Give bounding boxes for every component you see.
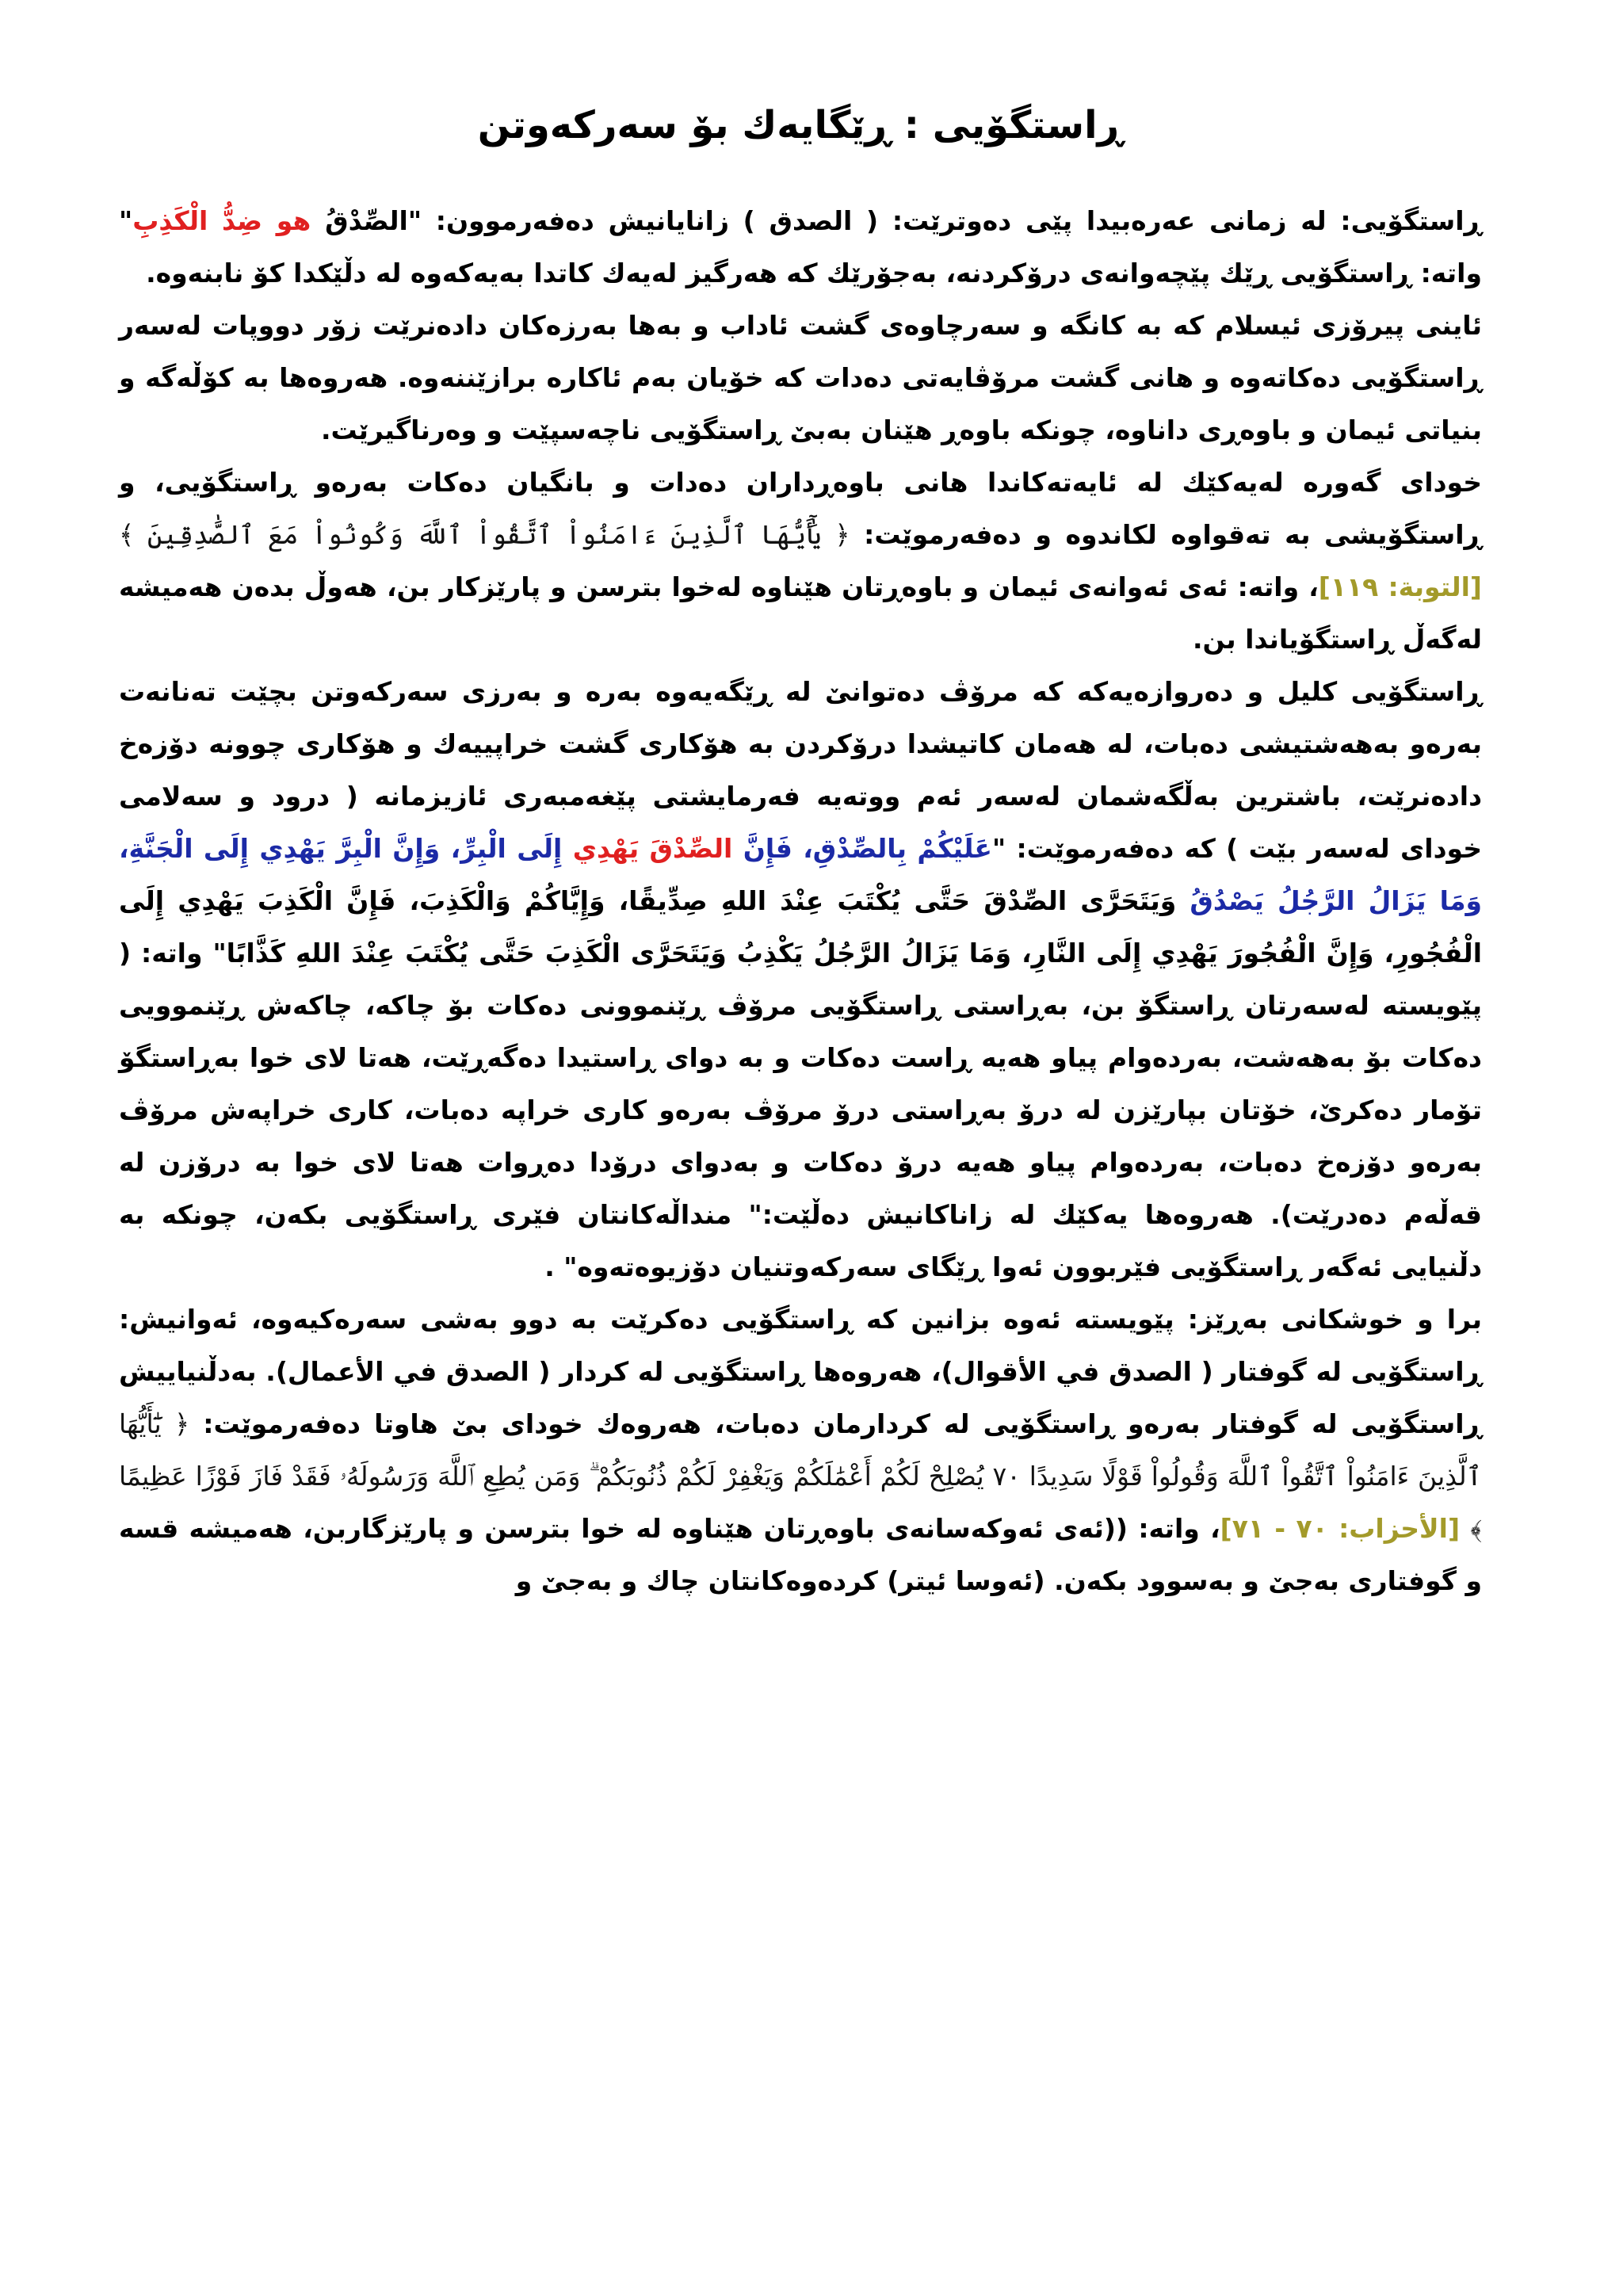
quran-verse: ﴿ يَٰٓأَيُّهَا ٱلَّذِينَ ءَامَنُواْ ٱتَّقُواْ ٱللَّهَ وَكُونُواْ مَعَ ٱلصَّٰدِقِينَ ﴾ (119, 519, 850, 550)
quran-verse-ahzab: ﴿ يَٰٓأَيُّهَا ٱلَّذِينَ ءَامَنُواْ ٱتَّقُواْ ٱللَّهَ وَقُولُواْ قَوْلًا سَدِيدًا ٧٠ يُصْلِحْ لَكُمْ أَعْمَٰلَكُمْ وَيَغْفِرْ لَكُمْ ذُنُوبَكُمْ ۗ وَمَن يُطِعِ ٱللَّهَ وَرَسُولَهُۥ فَقَدْ فَازَ فَوْزًا عَظِيمًا ﴾ (119, 1408, 1482, 1544)
paragraph-islam: ئاینی پیرۆزی ئیسلام کە بە کانگە و سەرچاوەی گشت ئاداب و بەها بەرزەکان دادەنرێت زۆر دووپات لەسەر ڕاستگۆیی دەکاتەوە و هانی گشت مرۆڤایەتی دەدات کە خۆیان بەم ئاکارە برازێننەوە. هەروەها بە کۆڵەگە و بنیاتی ئیمان و باوەڕی داناوە، چونکە باوەڕ هێنان بەبێ ڕاستگۆیی ناچەسپێت و وەرناگیرێت. (119, 310, 1482, 445)
arabic-definition-highlight: هو ضِدُّ الْكَذِبِ (132, 205, 311, 236)
hadith-red-part: الصِّدْقَ يَهْدِي (572, 833, 733, 864)
paragraph-definition (119, 195, 1482, 300)
hadith-blue-part-2: إِلَى الْبِرِّ، وَإِنَّ الْبِرَّ يَهْدِي إِلَى الْجَنَّةِ، وَمَا يَزَالُ الرَّجُلُ يَصْدُقُ (119, 833, 1483, 916)
definition-text: ڕاستگۆیی: لە زمانی عەرەبیدا پێی دەوترێت: ( الصدق ) زانایانیش دەفەرموون: "الصِّدْقُ (311, 205, 1482, 236)
hadith-intro-text: ڕاستگۆیی کلیل و دەروازەیەکە کە مرۆڤ دەتوانێ لە ڕێگەیەوە بەرە و بەرزی سەرکەوتن بچێت تەنانەت بەرەو بەهەشتیشی دەبات، لە هەمان کاتیشدا درۆکردن بە هۆکاری گشت خراپییەك و هۆکاری چوونە دۆزەخ دادەنرێت، باشترین بەڵگەشمان لەسەر ئەم ووتەیە فەرمایشتی پێغەمبەری ئازیزمانە ( درود و سەلامی خودای لەسەر بێت ) کە دەفەرموێت: " (119, 676, 1482, 864)
verse-reference: [التوبة: ١١٩] (1318, 571, 1482, 602)
page-title: ڕاستگۆیی : ڕێگایەك بۆ سەرکەوتن (477, 103, 1124, 147)
verse-translation: ، واتە: ئەی ئەوانەی ئیمان و باوەڕتان هێناوە لەخوا بترسن و پارێزکار بن، هەوڵ بدەن هەمیشە لەگەڵ ڕاستگۆیاندا بن. (119, 571, 1482, 655)
paragraph-speech-action (119, 1293, 1482, 1607)
verse-translation-ahzab: ، واتە: ((ئەی ئەوکەسانەی باوەڕتان هێناوە لە خوا بترسن و پارێزگاربن، هەمیشە قسە و گوفتاری بەجێ و بەسوود بکەن. (ئەوسا ئیتر) کردەوەکانتان چاك و بەجێ و (119, 1513, 1482, 1596)
hadith-rest-text: وَيَتَحَرَّى الصِّدْقَ حَتَّى يُكْتَبَ عِنْدَ اللهِ صِدِّيقًا، وَإِيَّاكُمْ وَالْكَذِبَ، فَإِنَّ الْكَذِبَ يَهْدِي إِلَى الْفُجُورِ، وَإِنَّ الْفُجُورَ يَهْدِي إِلَى النَّارِ، وَمَا يَزَالُ الرَّجُلُ يَكْذِبُ وَيَتَحَرَّى الْكَذِبَ حَتَّى يُكْتَبَ عِنْدَ اللهِ كَذَّابًا" واتە: ( پێویستە لەسەرتان ڕاستگۆ بن، بەڕاستی ڕاستگۆیی مرۆڤ ڕێنموونی دەکات بۆ چاکە، چاکەش ڕێنموویی دەکات بۆ بەهەشت، بەردەوام پیاو هەیە ڕاست دەکات و بە دوای ڕاستیدا دەگەڕێت، هەتا لای خوا بەڕاستگۆ تۆمار دەکرێ، خۆتان بپارێزن لە درۆ بەڕاستی درۆ مرۆڤ بەرەو کاری خراپە دەبات، کاری خراپەش مرۆڤ بەرەو دۆزەخ دەبات، بەردەوام پیاو هەیە درۆ دەکات و بەدوای درۆدا دەڕوات هەتا لای خوا بە درۆزن لە قەڵەم دەدرێت). هەروەها یەکێك لە زاناکانیش دەڵێت:" منداڵەکانتان فێری ڕاستگۆیی بکەن، چونکە بە دڵنیایی ئەگەر ڕاستگۆیی فێربوون ئەوا ڕێگای سەرکەوتنیان دۆزیوەتەوە" . (119, 885, 1482, 1282)
paragraph-quran-verse (119, 457, 1482, 666)
verse-reference-ahzab: [الأحزاب: ٧٠ - ٧١] (1220, 1513, 1461, 1544)
definition-text-cont: " واتە: ڕاستگۆیی ڕێك پێچەوانەی درۆکردنە، بەجۆرێك کە هەرگیز لەیەك کاتدا بەیەکەوە لە دڵێکدا کۆ نابنەوە. (119, 205, 1482, 288)
document-page (119, 103, 1482, 1607)
speech-intro-text: برا و خوشکانی بەڕێز: پێویستە ئەوە بزانین کە ڕاستگۆیی دەکرێت بە دوو بەشی سەرەکیەوە، ئەوانیش: ڕاستگۆیی لە گوفتار ( الصدق في الأقوال)، هەروەها ڕاستگۆیی لە کردار ( الصدق في الأعمال). بەدڵنیاییش ڕاستگۆیی لە گوفتار بەرەو ڕاستگۆیی لە کردارمان دەبات، هەروەك خودای بێ هاوتا دەفەرموێت: (119, 1304, 1483, 1439)
hadith-blue-part-1: عَلَيْكُمْ بِالصِّدْقِ، فَإِنَّ (732, 833, 992, 864)
paragraph-hadith (119, 666, 1482, 1293)
verse-intro-text: خودای گەورە لەیەکێك لە ئایەتەکاندا هانی باوەڕداران دەدات و بانگیان دەکات بەرەو ڕاستگۆیی، و ڕاستگۆیشی بە تەقواوە لکاندوە و دەفەرموێت: (119, 467, 1482, 550)
